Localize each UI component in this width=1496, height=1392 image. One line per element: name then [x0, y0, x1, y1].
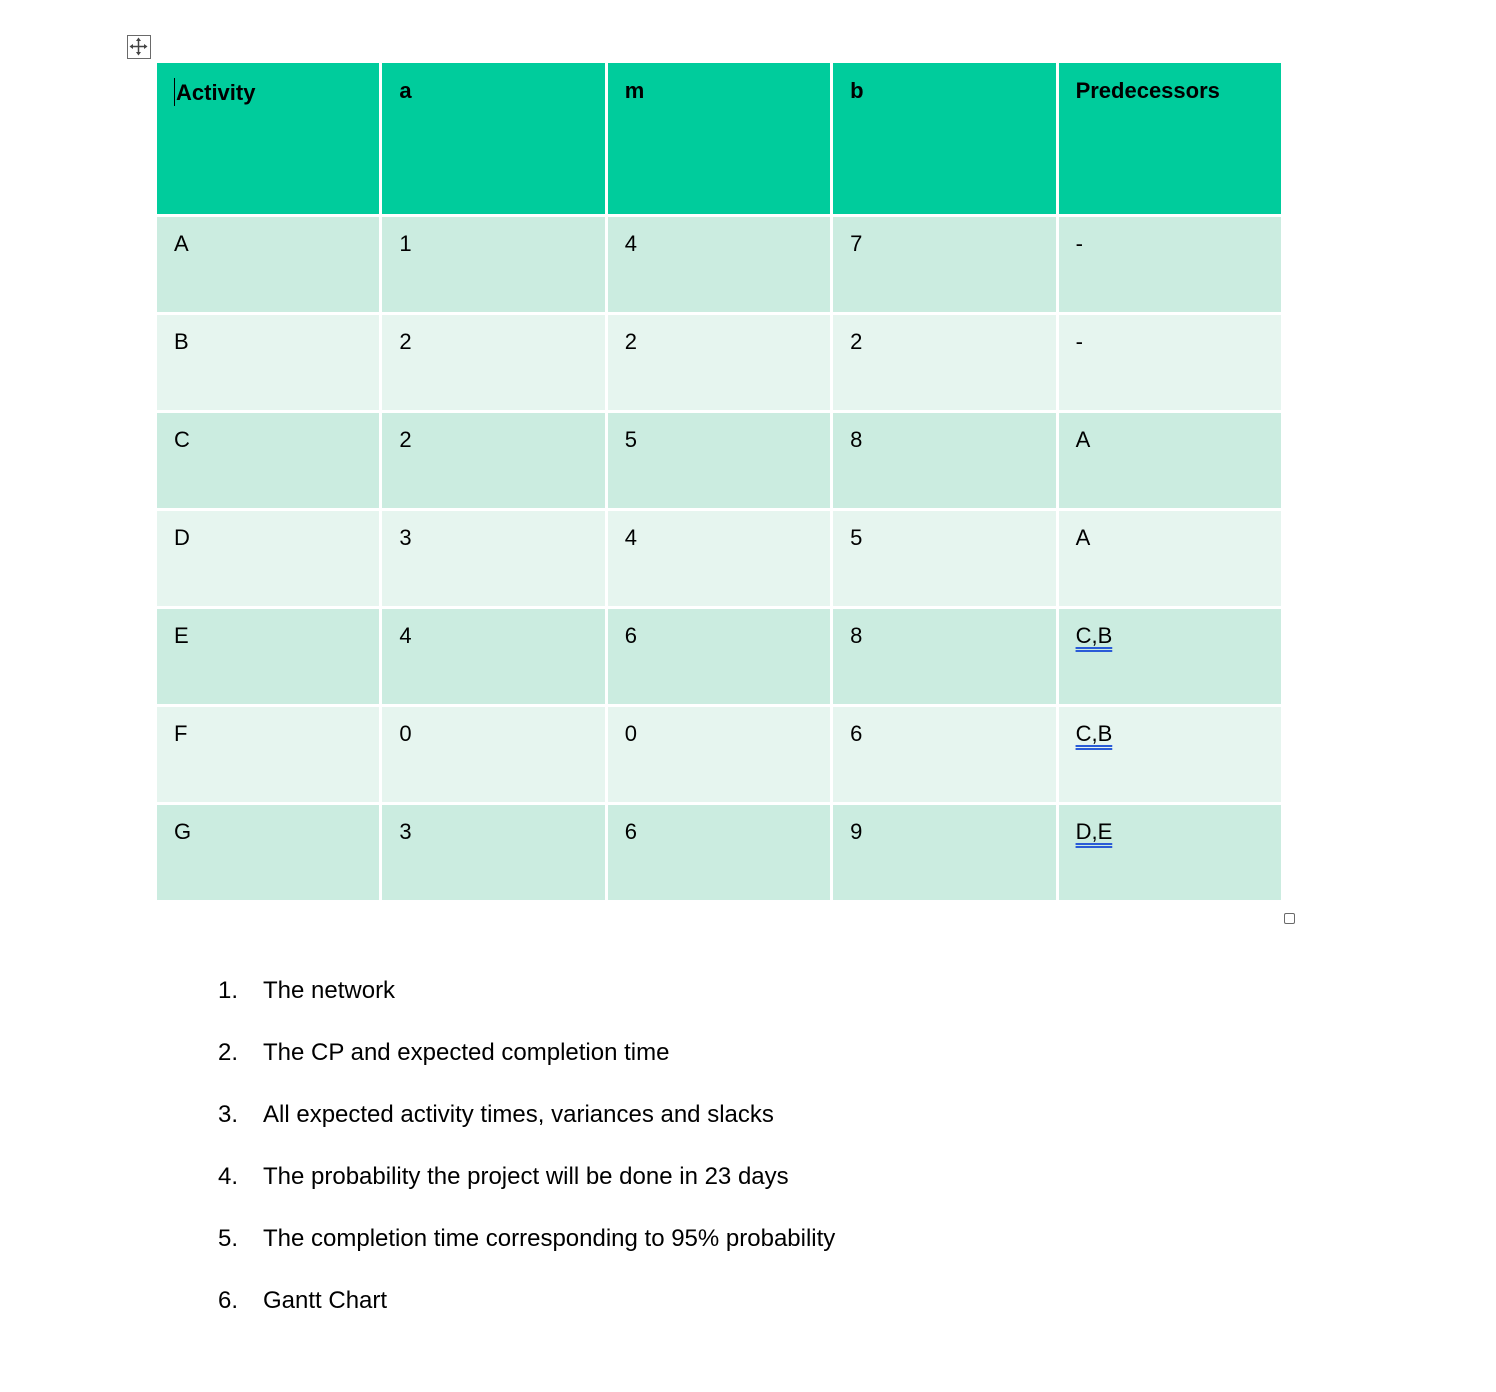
list-text: The network: [263, 977, 396, 1004]
header-a[interactable]: a: [382, 63, 604, 214]
table-row: [157, 805, 1281, 900]
list-text: The probability the project will be done in 23 days: [263, 1163, 789, 1190]
cell-activity[interactable]: G: [157, 805, 379, 900]
header-m[interactable]: m: [608, 63, 830, 214]
list-number: 6.: [218, 1287, 239, 1314]
cell-activity[interactable]: C: [157, 413, 379, 508]
text-cursor: [174, 78, 175, 106]
cell-activity[interactable]: E: [157, 609, 379, 704]
table-row: [157, 217, 1281, 312]
cell-a[interactable]: 3: [382, 805, 604, 900]
header-b[interactable]: b: [833, 63, 1055, 214]
cell-predecessors[interactable]: -: [1059, 315, 1281, 410]
list-item[interactable]: [218, 976, 835, 1006]
cell-predecessors[interactable]: A: [1059, 511, 1281, 606]
header-activity[interactable]: Activity: [157, 63, 379, 214]
cell-a[interactable]: 1: [382, 217, 604, 312]
spellcheck-flagged-text: C,B: [1075, 623, 1113, 648]
cell-predecessors[interactable]: [1059, 707, 1281, 802]
cell-m[interactable]: 6: [608, 805, 830, 900]
cell-activity[interactable]: B: [157, 315, 379, 410]
cell-b[interactable]: 5: [833, 511, 1055, 606]
table-row: [157, 413, 1281, 508]
list-text: All expected activity times, variances and slacks: [263, 1101, 774, 1128]
table-resize-handle-icon[interactable]: [1284, 913, 1295, 924]
cell-a[interactable]: 3: [382, 511, 604, 606]
table-row: [157, 609, 1281, 704]
list-item[interactable]: [218, 1100, 835, 1130]
cell-m[interactable]: 2: [608, 315, 830, 410]
list-number: 2.: [218, 1039, 239, 1066]
cell-a[interactable]: 2: [382, 413, 604, 508]
list-item[interactable]: [218, 1038, 835, 1068]
table-row: [157, 511, 1281, 606]
spellcheck-flagged-text: C,B: [1075, 721, 1113, 746]
list-text: The completion time corresponding to 95% probability: [263, 1225, 836, 1252]
cell-predecessors[interactable]: -: [1059, 217, 1281, 312]
list-number: 3.: [218, 1101, 239, 1128]
cell-activity[interactable]: F: [157, 707, 379, 802]
cell-a[interactable]: 0: [382, 707, 604, 802]
cell-a[interactable]: 2: [382, 315, 604, 410]
cell-m[interactable]: 5: [608, 413, 830, 508]
cell-b[interactable]: 7: [833, 217, 1055, 312]
cell-b[interactable]: 9: [833, 805, 1055, 900]
list-item[interactable]: [218, 1224, 835, 1254]
list-item[interactable]: [218, 1286, 835, 1316]
spellcheck-flagged-text: D,E: [1075, 819, 1113, 844]
list-text: Gantt Chart: [263, 1287, 388, 1314]
cell-m[interactable]: 6: [608, 609, 830, 704]
table-move-handle-icon[interactable]: [127, 35, 151, 59]
cell-predecessors[interactable]: A: [1059, 413, 1281, 508]
cell-m[interactable]: 4: [608, 511, 830, 606]
table-header-row: [157, 63, 1281, 214]
activity-table: [154, 60, 1284, 903]
cell-predecessors[interactable]: [1059, 609, 1281, 704]
cell-predecessors[interactable]: [1059, 805, 1281, 900]
task-list: [218, 976, 835, 1348]
cell-a[interactable]: 4: [382, 609, 604, 704]
cell-activity[interactable]: D: [157, 511, 379, 606]
list-text: The CP and expected completion time: [263, 1039, 670, 1066]
table-row: [157, 707, 1281, 802]
header-predecessors[interactable]: Predecessors: [1059, 63, 1281, 214]
list-number: 4.: [218, 1163, 239, 1190]
cell-m[interactable]: 0: [608, 707, 830, 802]
cell-b[interactable]: 8: [833, 413, 1055, 508]
list-number: 1.: [218, 977, 239, 1004]
cell-b[interactable]: 2: [833, 315, 1055, 410]
list-number: 5.: [218, 1225, 239, 1252]
cell-b[interactable]: 6: [833, 707, 1055, 802]
list-item[interactable]: [218, 1162, 835, 1192]
table-row: [157, 315, 1281, 410]
cell-m[interactable]: 4: [608, 217, 830, 312]
cell-activity[interactable]: A: [157, 217, 379, 312]
cell-b[interactable]: 8: [833, 609, 1055, 704]
